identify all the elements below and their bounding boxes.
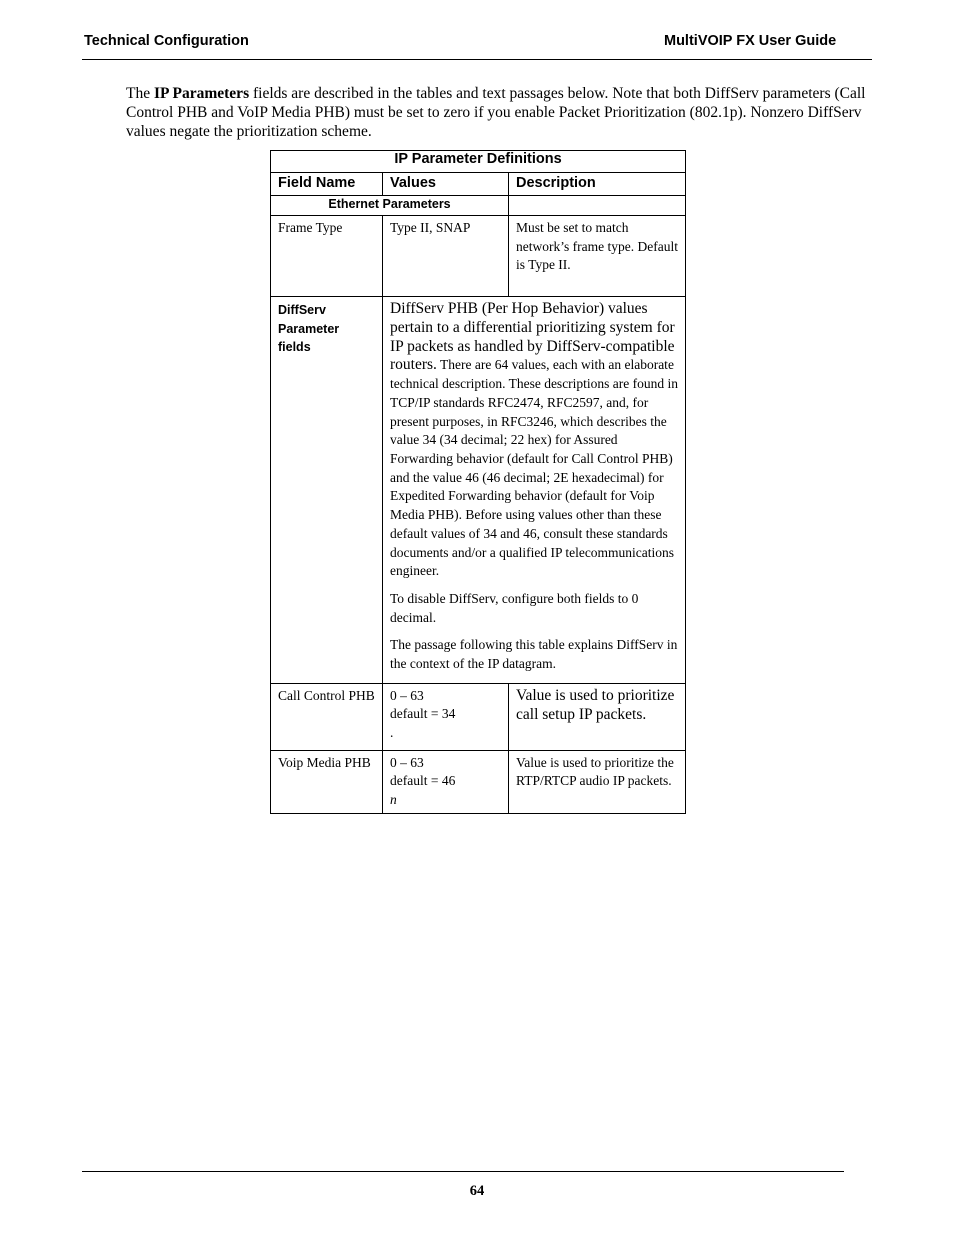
table-row-diffserv [271,297,686,684]
diffserv-lead-text: DiffServ PHB (Per Hop Behavior) values pertain to a differential prioritizing system for IP packets as handled by DiffServ-compatible routers. [390,300,675,374]
table-caption: IP Parameter Definitions [271,151,686,173]
header-rule [82,59,872,60]
cell-description: Value is used to prioritize the RTP/RTCP audio IP packets. [509,750,686,814]
cell-diffserv-description [383,297,686,684]
diffserv-disable-note: To disable DiffServ, configure both fields to 0 decimal. [390,590,639,625]
intro-text-rest: fields are described in the tables and text passages below. Note that both DiffServ parameters (Call Control PHB and VoIP Media PHB) must be set to zero if you enable Packet Prioritization (802.1p). Nonzero DiffServ values negate the prioritization scheme. [126,85,866,140]
column-header-field-name: Field Name [271,173,383,196]
cell-field: Voip Media PHB [271,750,383,814]
cell-values: Type II, SNAP [383,216,509,297]
section-ethernet-parameters: Ethernet Parameters [271,196,509,216]
intro-text-start: The [126,85,154,102]
ip-parameter-table [270,150,686,814]
value-extra: n [390,791,397,807]
cell-field: Call Control PHB [271,683,383,750]
diffserv-detail-text: There are 64 values, each with an elaborate technical description. These descriptions are found in TCP/IP standards RFC2474, RFC2597, and, for present purposes, in RFC3246, which describes the value 34 (34 decimal; 22 hex) for Assured Forwarding behavior (default for Call Control PHB) and the value 46 (46 decimal; 2E hexadecimal) for Expedited Forwarding behavior (default for Voip Media PHB). Before using values other than these default values of 34 and 46, consult these standards documents and/or a qualified IP telecommunications engineer. [390,357,679,579]
intro-bold-term: IP Parameters [153,85,250,102]
intro-paragraph [126,84,871,141]
value-range: 0 – 63 [390,754,424,770]
cell-field: DiffServ Parameter fields [271,297,383,684]
running-header-section: Technical Configuration [84,33,249,49]
value-default: default = 34 [390,706,456,722]
column-header-values: Values [383,173,509,196]
table-row-voip-media-phb [271,750,686,814]
diffserv-passage-note: The passage following this table explains DiffServ in the context of the IP datagram. [390,637,678,672]
value-default: default = 46 [390,773,456,789]
table-row-frame-type [271,216,686,297]
column-header-description: Description [509,173,686,196]
section-empty-cell [509,196,686,216]
cell-values [383,750,509,814]
cell-description: Value is used to prioritize call setup IP packets. [509,683,686,750]
page-number: 64 [469,1183,485,1199]
value-extra: . [390,724,394,740]
cell-field: Frame Type [271,216,383,297]
cell-description: Must be set to match network’s frame type. Default is Type II. [509,216,686,297]
value-range: 0 – 63 [390,687,424,703]
running-header-title: MultiVOIP FX User Guide [664,33,837,49]
footer-rule [82,1171,844,1172]
cell-values [383,683,509,750]
table-row-call-control-phb [271,683,686,750]
